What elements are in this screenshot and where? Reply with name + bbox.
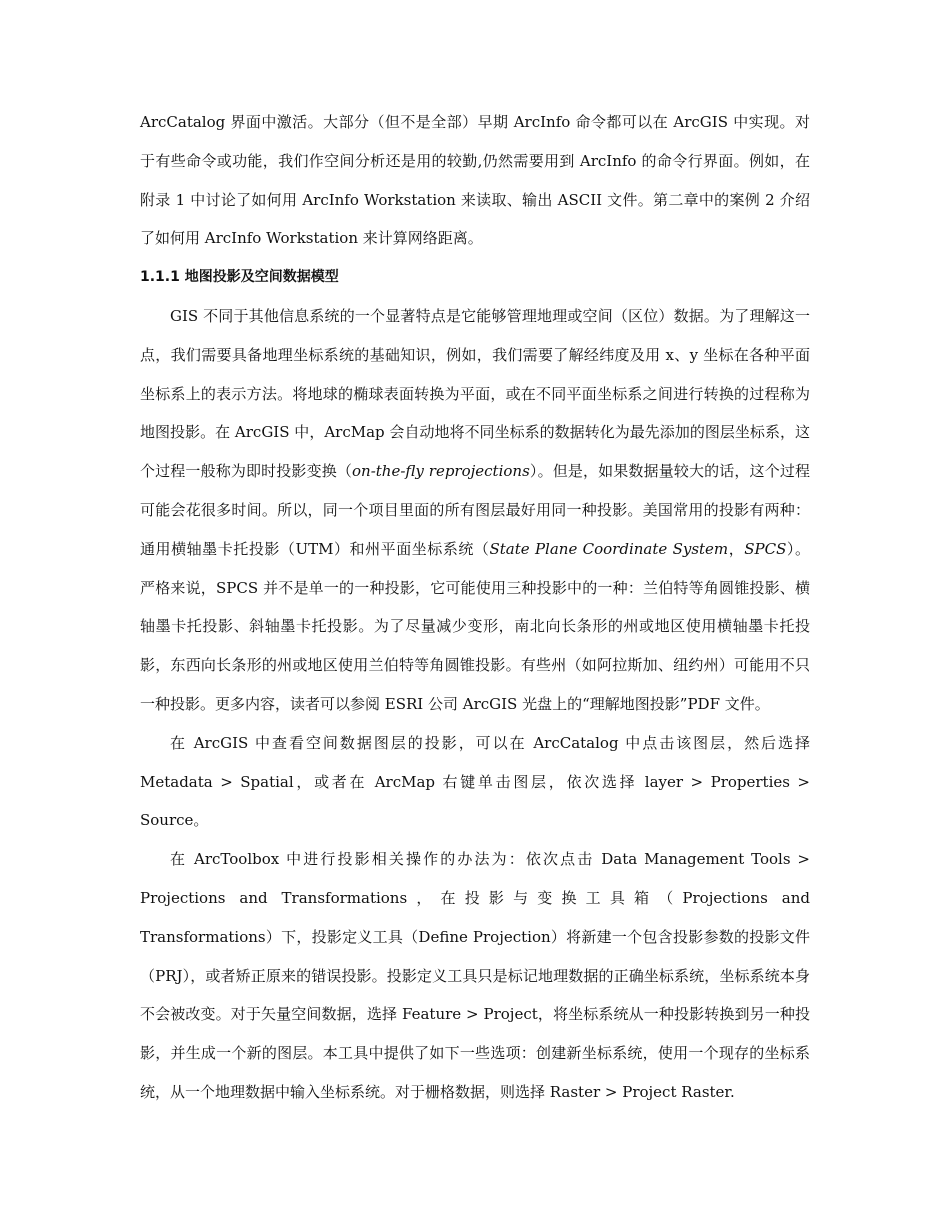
section-heading: 1.1.1 地图投影及空间数据模型 (140, 269, 339, 286)
paragraph-map-projection-text-2: ）。但是，如果数据量较大的话，这个过程可能会花很多时间。所以，同一个项目里面的所有图层最好用同一种投影。美国常用的投影有两种：通用横轴墨卡托投影（UTM）和州平面坐标系统（ (140, 462, 810, 558)
spcs-term: SPCS (744, 539, 787, 558)
paragraph-arctoolbox-projection-tools: 在 ArcToolbox 中进行投影相关操作的办法为：依次点击 Data Management Tools > Projections and Transformations，在投影与变换工具箱（Projections and Transformations）下，投影定义工具（Define Projection）将新建一个包含投影参数的投影文件（PRJ），或者矫正原来的错误投影。投影定义工具只是标记地理数据的正确坐标系统，坐标系统本身不会被改变。对于矢量空间数据，选择 Feature > Project，将坐标系统从一种投影转换到另一种投影，并生成一个新的图层。本工具中提供了如下一些选项：创建新坐标系统，使用一个现存的坐标系统，从一个地理数据中输入坐标系统。对于栅格数据，则选择 Raster > Project Raster. (140, 850, 810, 1101)
paragraph-map-projection-text-3: ）。 严格来说，SPCS 并不是单一的一种投影，它可能使用三种投影中的一种：兰伯特等角圆锥投影、横轴墨卡托投影、斜轴墨卡托投影。为了尽量减少变形，南北向长条形的州或地区使用横轴墨卡托投影，东西向长条形的州或地区使用兰伯特等角圆锥投影。有些州（如阿拉斯加、纽约州）可能用不只一种投影。更多内容，读者可以参阅 ESRI 公司 ArcGIS 光盘上的“理解地图投影”PDF 文件。 (140, 539, 810, 713)
document-body (140, 103, 810, 1112)
paragraph-map-projection-comma: ， (728, 539, 745, 558)
paragraph-view-layer-projection: 在 ArcGIS 中查看空间数据图层的投影，可以在 ArcCatalog 中点击该图层，然后选择 Metadata > Spatial，或者在 ArcMap 右键单击图层，依次选择 layer > Properties > Source。 (140, 733, 810, 830)
paragraph-map-projection (140, 297, 810, 724)
paragraph-map-projection-text-1: GIS 不同于其他信息系统的一个显著特点是它能够管理地理或空间（区位）数据。为了理解这一点，我们需要具备地理坐标系统的基础知识，例如，我们需要了解经纬度及用 x、y 坐标在各种平面坐标系上的表示方法。将地球的椭球表面转换为平面，或在不同平面坐标系之间进行转换的过程称为地图投影。在 ArcGIS 中，ArcMap 会自动地将不同坐标系的数据转化为最先添加的图层坐标系，这个过程一般称为即时投影变换（ (140, 306, 810, 481)
state-plane-coordinate-system-term: State Plane Coordinate System (489, 539, 729, 558)
on-the-fly-reprojections-term: on-the-fly reprojections (352, 462, 530, 481)
paragraph-arccatalog-activation: ArcCatalog 界面中激活。大部分（但不是全部）早期 ArcInfo 命令都可以在 ArcGIS 中实现。对于有些命令或功能，我们作空间分析还是用的较勤,仍然需要用到 ArcInfo 的命令行界面。例如，在附录 1 中讨论了如何用 ArcInfo Workstation 来读取、输出 ASCII 文件。第二章中的案例 2 介绍了如何用 ArcInfo Workstation 来计算网络距离。 (140, 113, 810, 248)
